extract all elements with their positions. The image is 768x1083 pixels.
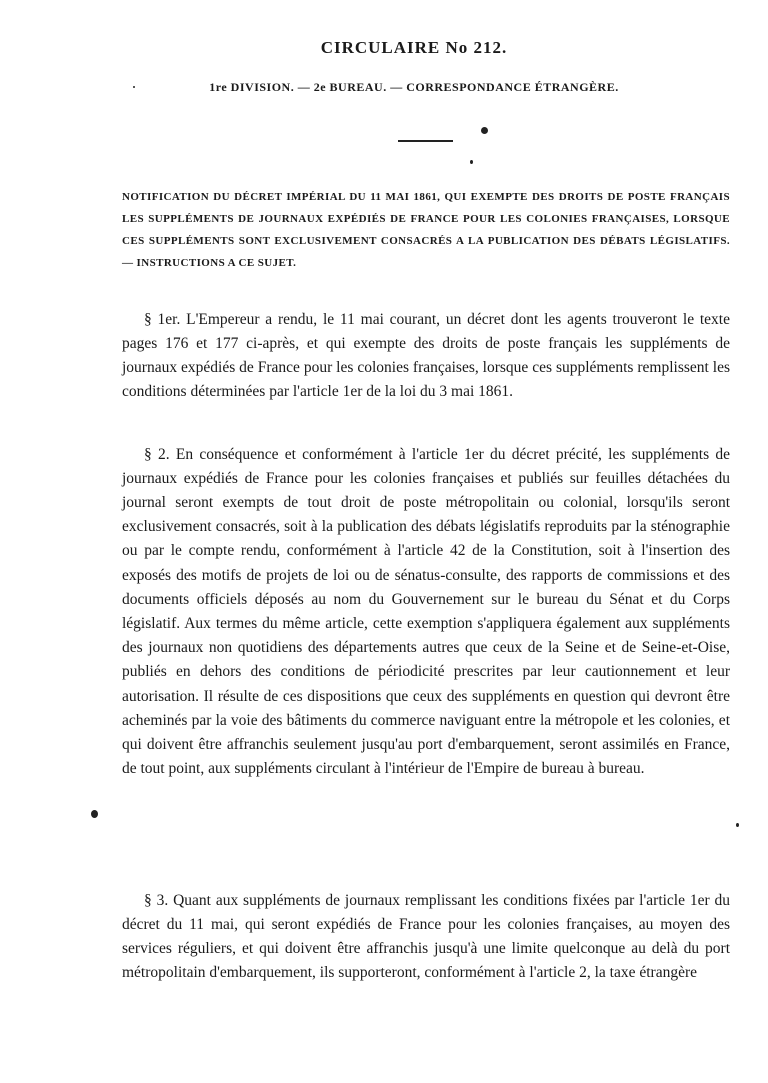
division-line: 1re DIVISION. — 2e BUREAU. — CORRESPONDANCE ÉTRANGÈRE. bbox=[209, 80, 619, 94]
notification-heading: NOTIFICATION DU DÉCRET IMPÉRIAL DU 11 MAI 1861, QUI EXEMPTE DES DROITS DE POSTE FRANÇAIS LES SUPPLÉMENTS DE JOURNAUX EXPÉDIÉS DE FRANCE POUR LES COLONIES FRANÇAISES, LORSQUE CES SUPPLÉMENTS SONT EXCLUSIVEMENT CONSACRÉS A LA PUBLICATION DES DÉBATS LÉGISLATIFS. — INSTRUCTIONS A CE SUJET. bbox=[122, 191, 730, 269]
paragraph-section-2: § 2. En conséquence et conformément à l'article 1er du décret précité, les suppléments de journaux expédiés de France pour les colonies françaises et publiés sur feuilles détachées du journal seront exempts de tout droit de poste métropolitain ou colonial, lorsqu'ils seront exclusivement consacrés, soit à la publication des débats législatifs reproduits par la sténographie ou par le compte rendu, conformément à l'article 42 de la Constitution, soit à l'insertion des exposés des motifs de projets de loi ou de sénatus-consulte, des rapports de commissions et des documents officiels déposés au nom du Gouvernement sur le bureau du Sénat et du Corps législatif. Aux termes du même article, cette exemption s'appliquera également aux suppléments des journaux non quotidiens des départements autres que ceux de la Seine et de Seine-et-Oise, publiés en dehors des conditions de périodicité prescrites par leur cautionnement et leur autorisation. Il résulte de ces dispositions que ceux des suppléments en question qui devront être acheminés par la voie des bâtiments du commerce naviguant entre la métropole et les colonies, et qui doivent être affranchis seulement jusqu'au port d'embarquement, seront assimilés en France, de tout point, aux suppléments circulant à l'intérieur de l'Empire de bureau à bureau. bbox=[122, 445, 730, 778]
paragraph-section-1: § 1er. L'Empereur a rendu, le 11 mai courant, un décret dont les agents trouveront le texte pages 176 et 177 ci-après, et qui exempte des droits de poste français les suppléments de journaux expédiés de France pour les colonies françaises, lorsque ces suppléments remplissent les conditions déterminées par l'article 1er de la loi du 3 mai 1861. bbox=[122, 310, 730, 401]
paragraph-section-3: § 3. Quant aux suppléments de journaux remplissant les conditions fixées par l'article 1er du décret du 11 mai, qui seront expédiés de France pour les colonies françaises, au moyen des services réguliers, et qui doivent être affranchis jusqu'à une limite quelconque au delà du port métropolitain d'embarquement, ils supporteront, conformément à l'article 2, la taxe étrangère bbox=[122, 891, 730, 982]
ink-speck bbox=[133, 86, 135, 88]
ink-speck bbox=[736, 823, 739, 827]
ink-speck bbox=[470, 160, 473, 164]
ink-speck bbox=[91, 810, 98, 818]
ornament-dot bbox=[481, 127, 488, 134]
circular-title: CIRCULAIRE No 212. bbox=[320, 38, 508, 57]
separator-rule bbox=[398, 140, 453, 142]
